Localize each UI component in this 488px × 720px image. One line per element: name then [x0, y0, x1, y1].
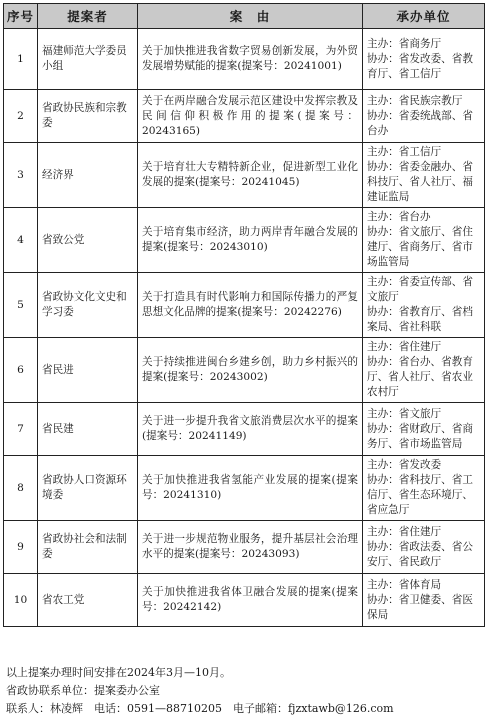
- contact-unit: 省政协联系单位：提案委办公室: [6, 684, 160, 697]
- host-unit: 主办：省文旅厅: [367, 407, 442, 420]
- row-proposer: 省政协人口资源环境委: [38, 456, 138, 521]
- assist-units: 协办：省委金融办、省科技厅、省人社厅、福建证监局: [367, 161, 473, 203]
- assist-units: 协办：省科技厅、省工信厅、省生态环境厅、省应急厅: [367, 474, 473, 516]
- row-proposer: 省致公党: [38, 208, 138, 273]
- contact-person: 联系人：林凌辉 电话：0591—88710205 电子邮箱：fjzxtawb@126.com: [6, 702, 394, 715]
- header-index: 序号: [4, 4, 38, 29]
- table-row: [4, 208, 485, 273]
- row-reason: 关于持续推进闽台乡建乡创，助力乡村振兴的提案(提案号：20243002): [138, 338, 363, 403]
- row-proposer: 省农工党: [38, 574, 138, 627]
- table-row: [4, 338, 485, 403]
- row-index: 6: [4, 338, 38, 403]
- table-row: [4, 143, 485, 208]
- row-units: [363, 143, 485, 208]
- table-header-row: [4, 4, 485, 29]
- schedule-note: 以上提案办理时间安排在2024年3月—10月。: [6, 666, 231, 679]
- row-reason: 关于培育集市经济，助力两岸青年融合发展的提案(提案号：20243010): [138, 208, 363, 273]
- table-row: [4, 403, 485, 456]
- row-index: 8: [4, 456, 38, 521]
- host-unit: 主办：省住建厅: [367, 525, 442, 538]
- row-units: [363, 574, 485, 627]
- table-row: [4, 456, 485, 521]
- table-row: [4, 273, 485, 338]
- row-index: 3: [4, 143, 38, 208]
- row-proposer: 省政协社会和法制委: [38, 521, 138, 574]
- table-row: [4, 29, 485, 90]
- host-unit: 主办：省台办: [367, 211, 431, 223]
- assist-units: 协办：省台办、省教育厅、省人社厅、省农业农村厅: [367, 356, 473, 398]
- row-proposer: 省民进: [38, 338, 138, 403]
- row-index: 5: [4, 273, 38, 338]
- row-proposer: 省政协文化文史和学习委: [38, 273, 138, 338]
- row-units: [363, 456, 485, 521]
- host-unit: 主办：省民族宗教厅: [367, 94, 463, 107]
- row-units: [363, 403, 485, 456]
- row-index: 2: [4, 90, 38, 143]
- row-units: [363, 521, 485, 574]
- host-unit: 主办：省发改委: [367, 459, 442, 471]
- table-row: [4, 574, 485, 627]
- assist-units: 协办：省政法委、省公安厅、省民政厅: [367, 540, 473, 568]
- host-unit: 主办：省工信厅: [367, 146, 442, 158]
- assist-units: 协办：省发改委、省教育厅、省工信厅: [367, 52, 473, 80]
- row-index: 10: [4, 574, 38, 627]
- row-proposer: 福建师范大学委员小组: [38, 29, 138, 90]
- row-reason: 关于打造具有时代影响力和国际传播力的严复思想文化品牌的提案(提案号：20242276): [138, 273, 363, 338]
- row-index: 4: [4, 208, 38, 273]
- row-units: [363, 208, 485, 273]
- assist-units: 协办：省文旅厅、省住建厅、省商务厅、省市场监管局: [367, 226, 473, 268]
- table-row: [4, 90, 485, 143]
- row-proposer: 省民建: [38, 403, 138, 456]
- header-proposer: 提案者: [38, 4, 138, 29]
- row-reason: 关于加快推进我省数字贸易创新发展，为外贸发展增势赋能的提案(提案号：20241001): [138, 29, 363, 90]
- assist-units: 协办：省卫健委、省医保局: [367, 593, 473, 621]
- host-unit: 主办：省委宣传部、省文旅厅: [367, 276, 473, 303]
- assist-units: 协办：省委统战部、省台办: [367, 109, 473, 137]
- row-reason: 关于进一步规范物业服务，提升基层社会治理水平的提案(提案号：20243093): [138, 521, 363, 574]
- row-units: [363, 29, 485, 90]
- host-unit: 主办：省体育局: [367, 578, 442, 591]
- row-units: [363, 338, 485, 403]
- table-row: [4, 521, 485, 574]
- host-unit: 主办：省住建厅: [367, 341, 442, 353]
- header-reason: 案 由: [138, 4, 363, 29]
- row-units: [363, 273, 485, 338]
- row-reason: 关于加快推进我省体卫融合发展的提案(提案号：20242142): [138, 574, 363, 627]
- header-units: 承办单位: [363, 4, 485, 29]
- row-proposer: 经济界: [38, 143, 138, 208]
- assist-units: 协办：省财政厅、省商务厅、省市场监管局: [367, 422, 473, 450]
- row-index: 1: [4, 29, 38, 90]
- row-reason: 关于加快推进我省氢能产业发展的提案(提案号：20241310): [138, 456, 363, 521]
- row-proposer: 省政协民族和宗教委: [38, 90, 138, 143]
- assist-units: 协办：省教育厅、省档案局、省社科联: [367, 306, 473, 333]
- row-units: [363, 90, 485, 143]
- row-reason: 关于培育壮大专精特新企业，促进新型工业化发展的提案(提案号：20241045): [138, 143, 363, 208]
- host-unit: 主办：省商务厅: [367, 37, 442, 50]
- row-index: 7: [4, 403, 38, 456]
- row-reason: 关于进一步提升我省文旅消费层次水平的提案(提案号：20241149): [138, 403, 363, 456]
- footer-notes: [6, 664, 484, 718]
- proposal-table: [3, 3, 485, 627]
- row-index: 9: [4, 521, 38, 574]
- row-reason: 关于在两岸融合发展示范区建设中发挥宗教及民间信仰积极作用的提案(提案号：20243165): [138, 90, 363, 143]
